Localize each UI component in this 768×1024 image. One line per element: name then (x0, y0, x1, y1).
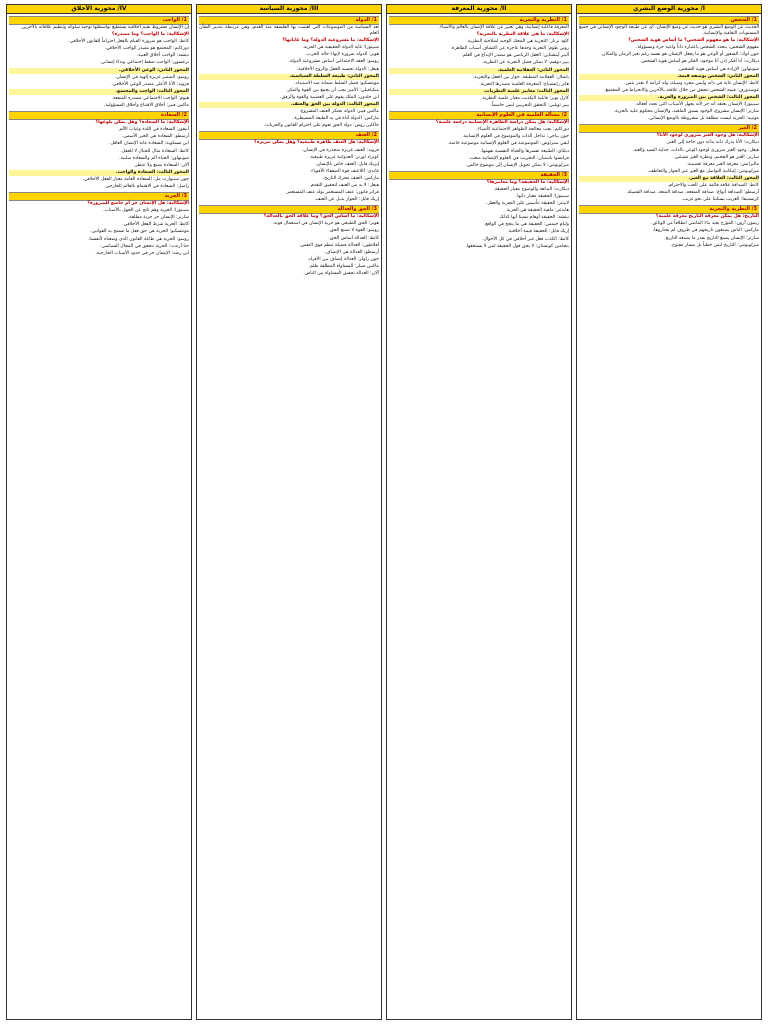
section-other (579, 124, 759, 203)
line: كانط: الكذب فعل غير أخلاقي في كل الأحوال. (482, 236, 569, 242)
line: روسو: الحرية هي طاعة القانون الذي وضعناه لأنفسنا. (87, 236, 189, 242)
section-theory-experience (389, 16, 569, 109)
line: ديلتاي: الطبيعة نفسرها والحياة النفسية نفهمها. (480, 148, 569, 154)
line: دوركايم: يجب معالجة الظواهر الاجتماعية كأشياء. (476, 127, 569, 133)
line: جون راولز: العدالة إنصاف بين الأفراد. (307, 256, 379, 262)
line: روسو: القوة لا تصنع الحق. (328, 228, 379, 234)
line: نيتشه: الواجب أخلاق العبيد. (136, 53, 189, 59)
section-heading: 1/ الشخص (579, 16, 759, 25)
line: الإشكالية: هل يمكن دراسة الظاهرة الإنسانية دراسة علمية؟ (435, 120, 569, 126)
line: ماكس شيلر: المساواة المطلقة ظلم. (308, 263, 379, 269)
line: الإشكالية: هل العنف ظاهرة طبيعية؟ وهل يمكن تبريره؟ (254, 140, 379, 146)
column-title: III/ محورية السياسة (197, 5, 381, 14)
line: الإشكالية: ما أساس الحق؟ وما علاقة الحق بالعدالة؟ (263, 214, 379, 220)
line: الإشكالية: ما السعادة؟ وهل يمكن بلوغها؟ (95, 120, 189, 126)
line: سبينوزا: الحرية وهم ناتج عن الجهل بالأسباب. (103, 208, 189, 214)
line: ميرلوبونتي: إمكانية التواصل مع الغير عبر الحوار والتعاطف. (647, 168, 759, 174)
line: ابن رشد: الإنسان حر في حدود الأسباب الخارجية. (95, 250, 189, 256)
line: إن الإنسان مشروط بقيم أخلاقية يستطيع بواسطتها توجيه سلوكه وتنظيم علاقاته بالآخرين. (20, 25, 189, 30)
line: أرسطو: الصداقة أنواع: صداقة المنفعة، صداقة المتعة، صداقة الفضيلة. (626, 190, 759, 196)
section-heading: 3/ الحرية (9, 192, 189, 201)
section-heading: 1/ النظرية والتجربة (389, 16, 569, 25)
column-human-condition (576, 4, 762, 1020)
line: سبينوزا: الإنسان يعتقد أنه حر لأنه يجهل الأسباب التي تحدد أفعاله. (634, 102, 759, 108)
line: المعرفة فاعلية إنسانية، وهي تعبير عن علاقة الإنسان بالعالم والأشياء. (438, 25, 569, 30)
column-title: IV/ محورية الأخلاق (7, 5, 191, 14)
line: سارتر: الإنسان مشروع، الوجود يسبق الماهية، والإنسان محكوم عليه بالحرية. (613, 109, 759, 115)
section-heading: 2/ الغير (579, 124, 759, 133)
line: ابن خلدون: الملك يقوم على العصبية والقوة والرفق. (280, 94, 379, 100)
line: الإشكالية: هل الإنسان حر أم خاضع للضرورة؟ (87, 201, 189, 207)
line: الحديث عن الوضع البشري هو حديث عن وضع الإنسان، أي عن طبيعة الوجود الإنساني في جميع المستويات الثقافية والإنسانية. (579, 25, 759, 37)
line: كانط: العدالة أساس الحق. (328, 235, 379, 241)
line: الإشكالية: ما مشروعية الدولة؟ وما غاياتها؟ (282, 38, 379, 44)
column-ethics (6, 4, 192, 1020)
line: مونييه: الحرية ليست مطلقة بل مشروطة بالوضع الإنساني. (647, 116, 759, 122)
line: ميرلوبونتي: التاريخ ليس خطياً بل مسار مفتوح. (670, 242, 759, 248)
line: المحور الثالث: الواجب والمجتمع. (9, 89, 189, 95)
line: حنا أرندت: الحرية تتحقق في المجال السياسي. (100, 243, 189, 249)
line: روني طوم: التجربة وحدها عاجزة عن اكتشاف أسباب الظاهرة. (450, 46, 569, 52)
line: تعد السياسة من الموضوعات التي اهتمت بها الفلسفة منذ القدم، وهي مرتبطة بتدبير الشأن العام. (199, 25, 379, 37)
line: هوبز: الدولة ضرورة لإنهاء حالة الحرب. (305, 52, 379, 58)
line: نيتشه: الحقيقة أوهام نسينا أنها كذلك. (498, 215, 569, 221)
line: كونراد لورنز: العدوانية غريزة طبيعية. (309, 154, 379, 160)
line: آلان: السعادة تصنع ولا تنتظر. (133, 162, 189, 168)
line: ديكارت: أنا أفكر إذن أنا موجود، الفكر هو أساس هوية الشخص. (639, 59, 759, 65)
line: المحور الثاني: الشخص بوصفه قيمة. (579, 74, 759, 80)
line: هيوم: الواجب الاجتماعي مصدره المنفعة. (111, 95, 189, 101)
line: ابن مسكويه: السعادة غاية الإنسان العاقل. (109, 141, 189, 147)
line: فرانسوا باستيان: التجريب في العلوم الإنسانية صعب. (468, 155, 569, 161)
column-politics (196, 4, 382, 1020)
line: ميرلوبونتي: لا يمكن تحويل الإنسان إلى موضوع خالص. (465, 162, 569, 168)
line: جون ستيوارت مل: السعادة العامة معيار الفعل الأخلاقي. (82, 176, 189, 182)
line: برغسون: الواجب ضغط اجتماعي ونداء إنساني. (99, 60, 189, 66)
columns-container (6, 4, 762, 1020)
line: راسل: السعادة في الاهتمام بالعالم الخارجي. (104, 183, 189, 189)
line: إريك فايل: الحوار بديل عن العنف. (314, 197, 379, 203)
line: كريستيفا: الغريب يسكننا على نحو غريب. (681, 197, 759, 203)
line: أفلاطون: العدالة فضيلة تنظم قوى النفس. (299, 242, 379, 248)
line: مالبرانش: معرفة الغير معرفة تخمينية. (686, 161, 759, 167)
line: مفهوم الشخص: يتحدد الشخص باعتباره ذاتاً واعية حرة ومسؤولة. (636, 45, 759, 51)
line: المحور الثالث: العلاقة مع الغير. (579, 176, 759, 182)
line: أرسطو: العدالة هي الإنصاف. (324, 249, 379, 255)
line: المحور الثالث: السعادة والواجب. (9, 170, 189, 176)
section-human-sciences (389, 111, 569, 169)
section-happiness (9, 111, 189, 190)
line: هيغل: الدولة تجسيد للعقل والروح الأخلاقية. (296, 66, 379, 72)
section-heading: 2/ مسألة العلمية في العلوم الإنسانية (389, 111, 569, 120)
line: الإشكالية: ما هي علاقة النظرية بالتجربة؟ (476, 32, 569, 38)
line: ديكارت: الأنا يدرك ذاته بذاته دون حاجة إلى الغير. (665, 140, 759, 146)
line: هوبز: الحق الطبيعي هو حرية الإنسان في استعمال قوته. (272, 221, 379, 227)
line: مونتسكيو: فصل السلط ضمانة ضد الاستبداد. (294, 80, 379, 86)
line: المحور الثاني: العقلانية العلمية. (389, 68, 569, 74)
line: أرسطو: السعادة هي الخير الأسمى. (121, 134, 189, 140)
line: فرانز فانون: عنف المستعمر يولد عنف المستعمر. (285, 190, 379, 196)
line: مونتسكيو: الحرية هي حق فعل ما تسمح به القوانين. (90, 229, 189, 235)
line: روسو: الضمير غريزة إلهية في الإنسان. (114, 74, 189, 80)
line: التاريخ: هل يمكن معرفة التاريخ معرفة علمية؟ (655, 214, 759, 220)
line: هايدغر: ماهية الحقيقة هي الحرية. (505, 208, 569, 214)
line: المحور الثالث: الشخص بين الضرورة والحرية. (579, 95, 759, 101)
line: سبينوزا: الحقيقة معيار ذاتها. (515, 193, 569, 199)
line: الإشكالية: ما الحقيقة؟ وما معاييرها؟ (486, 179, 569, 185)
line: بيير تويليي: التحقق التجريبي ليس حاسماً. (490, 103, 569, 109)
section-heading: 1/ الدولة (199, 16, 379, 25)
section-truth (389, 171, 569, 250)
line: دوركايم: المجتمع هو مصدر الواجب الأخلاقي. (104, 46, 189, 52)
line: بيير دوهيم: لا يمكن فصل التجربة عن النظرية. (482, 60, 569, 66)
line: كارل بوبر: قابلية التكذيب معيار علمية النظرية. (481, 95, 569, 101)
line: المحور الثاني: الوعي الأخلاقي. (9, 68, 189, 74)
line: روسو: العقد الاجتماعي أساس مشروعية الدولة. (288, 59, 379, 65)
line: كلود برنار: التجربة هي المحك الوحيد لصلاحية النظرية. (466, 39, 569, 45)
line: الإشكالية: ما هو مفهوم الشخص؟ ما أساس هوية الشخص؟ (628, 38, 759, 44)
section-history (579, 205, 759, 248)
line: الإشكالية: ما الواجب؟ وما مصدره؟ (111, 32, 189, 38)
line: ماكس فيبر: أخلاق الاقتناع وأخلاق المسؤولية. (103, 103, 189, 109)
line: فرويد: العنف غريزة متجذرة في الإنسان. (301, 147, 379, 153)
line: سبينوزا: غاية الدولة الحقيقية هي الحرية. (302, 45, 379, 51)
line: أبيقور: السعادة في اللذة وغياب الألم. (117, 127, 189, 133)
line: ديكارت: البداهة والوضوح معيار الحقيقة. (493, 186, 569, 192)
line: ألبير أينشتاين: العقل الرياضي هو مصدر الإبداع في العلم. (461, 53, 569, 59)
section-heading: 2/ العنف (199, 131, 379, 140)
line: ماركس: الناس يصنعون تاريخهم في ظروف لم يختاروها. (652, 228, 759, 234)
section-violence (199, 131, 379, 203)
line: باشلار: العقلانية المطبقة، حوار بين العقل والتجربة. (472, 74, 569, 80)
column-title: I/ محورية الوضع البشري (577, 5, 761, 14)
column-title: II/ محورية المعرفة (387, 5, 571, 14)
line: بنجامين كونستان: لا يحق قول الحقيقة لمن لا يستحقها. (465, 243, 569, 249)
line: المحور الثاني: طبيعة السلطة السياسية. (199, 74, 379, 80)
line: شوبنهاور: الحياة ألم والسعادة سلبية. (119, 155, 189, 161)
line: جون بياجي: تداخل الذات والموضوع في العلوم الإنسانية. (462, 134, 569, 140)
line: ليفي ستراوس: الموضوعية في العلوم الإنسانية موضوعية خاصة. (447, 141, 569, 147)
section-heading: 2/ السعادة (9, 111, 189, 120)
section-right-justice (199, 205, 379, 277)
line: كانط: الحرية شرط الفعل الأخلاقي. (122, 222, 189, 228)
line: سارتر: الإنسان حر حرية مطلقة. (127, 215, 189, 221)
line: ماركس: العنف محرك التاريخ. (322, 175, 379, 181)
section-state (199, 16, 379, 129)
section-freedom (9, 192, 189, 257)
line: جاكلين روس: دولة الحق تقوم على احترام القانون والحريات. (263, 123, 379, 129)
section-heading: 1/ الواجب (9, 16, 189, 25)
section-duty (9, 16, 189, 109)
line: جون لوك: الشعور أو الوعي هو ما يجعل الإنسان هو نفسه رغم تغير الزمان والمكان. (600, 52, 759, 58)
line: كانط: السعادة مثال للخيال لا للعقل. (120, 148, 189, 154)
line: هانز رايشنباخ: المعرفة العلمية مصدرها التجربة. (479, 81, 569, 87)
line: المحور الثالث: الدولة بين الحق والعنف. (199, 102, 379, 108)
line: كانط: الصداقة علاقة قائمة على الحب والاحترام. (667, 182, 759, 188)
line: كانط: الإنسان غاية في ذاته وليس مجرد وسيلة، وله كرامة لا تقدر بثمن. (624, 80, 759, 86)
line: هيغل: وجود الغير ضروري لوجود الوعي بالذات، جدلية السيد والعبد. (632, 147, 759, 153)
line: سارتر: الإنسان يصنع التاريخ بقدر ما يصنعه التاريخ. (664, 235, 759, 241)
line: ماركس: الدولة أداة في يد الطبقة المسيطرة. (293, 116, 379, 122)
section-heading: 3/ الحق والعدالة (199, 205, 379, 214)
section-person (579, 16, 759, 122)
line: سارتر: الغير هو الجحيم، ونظرة الغير تشيئني. (673, 154, 759, 160)
line: غاندي: اللاعنف قوة الضعفاء الأقوياء. (309, 168, 379, 174)
section-heading: 3/ الحقيقة (389, 171, 569, 180)
line: شوبنهاور: الإرادة هي أساس هوية الشخص. (677, 66, 759, 72)
line: آلان: العدالة تحقيق المساواة بين الناس. (303, 271, 379, 276)
line: إريك فايل: الحقيقة قيمة أخلاقية. (507, 229, 569, 235)
line: ريمون آرون: المؤرخ يعيد بناء الماضي انطلاقاً من الوثائق. (651, 221, 759, 227)
line: وليام جيمس: الحقيقة هي ما ينجح في الواقع. (483, 222, 569, 228)
line: إيريك فايل: العنف خاص بالإنسان. (315, 161, 379, 167)
section-heading: 3/ النظرية والتجربة (579, 205, 759, 214)
line: ماكس فيبر: الدولة تحتكر العنف المشروع. (299, 109, 379, 115)
line: هيغل: لا بد من العنف لتحقيق التقدم. (309, 182, 379, 188)
line: الإشكالية: هل وجود الغير ضروري لوجود الأنا؟ (656, 133, 759, 139)
line: المحور الثالث: معايير علمية النظريات. (389, 89, 569, 95)
line: فرويد: الأنا الأعلى مصدر الوعي الأخلاقي. (111, 81, 189, 87)
line: غوسدورف: قيمة الشخص تتحقق من خلال علاقته بالآخرين والانخراط في المجتمع. (604, 87, 759, 93)
column-knowledge (386, 4, 572, 1020)
line: ميكيافيلي: الأمير يجب أن يجمع بين القوة والمكر. (286, 87, 379, 93)
line: كانط: الواجب هو ضرورة القيام بالفعل احتراماً للقانون الأخلاقي. (68, 39, 189, 45)
line: لايبنتز: الحقيقة تتأسس على التجربة والعقل. (485, 201, 569, 207)
